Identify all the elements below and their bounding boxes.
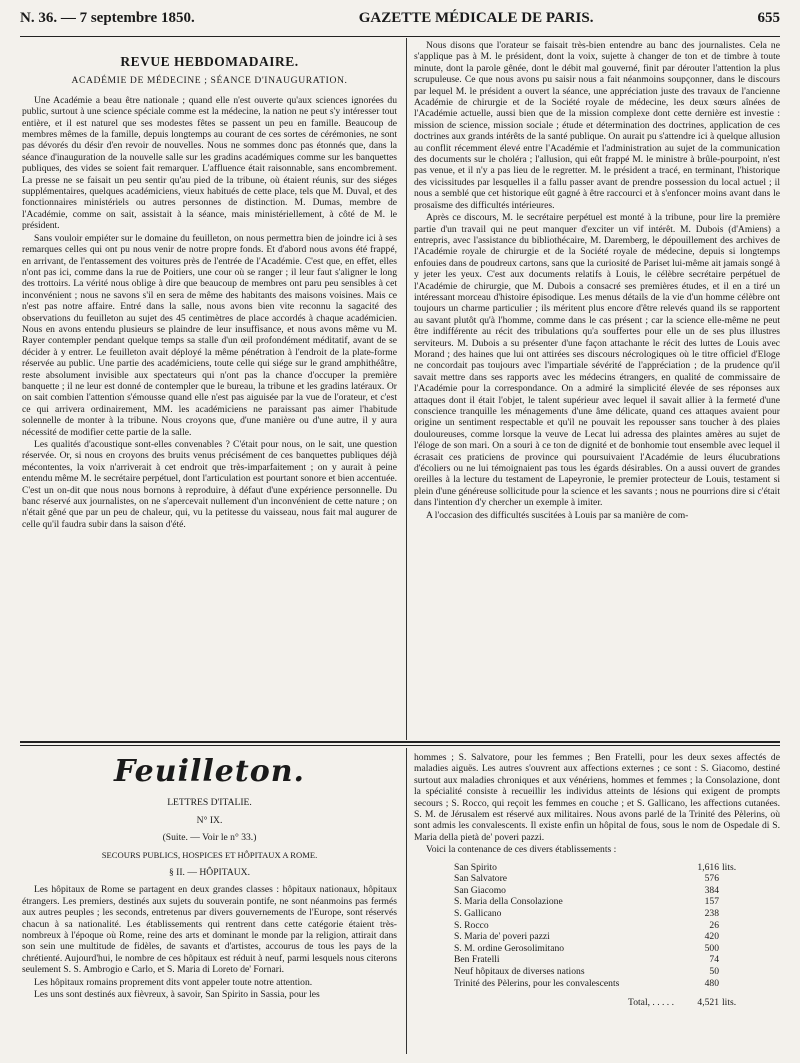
hospital-name: S. M. ordine Gerosolimitano <box>454 942 565 954</box>
bed-count: 74 <box>709 954 719 966</box>
hospital-name: San Spirito <box>454 861 497 873</box>
feuilleton-paragraph: Les hôpitaux de Rome se partagent en deux grandes classes : hôpitaux nationaux, hôpitaux étrangers. Les premiers, destinés aux sujets du souverain pontife, ne sont néanmoins pas fermés aux autres peuples ; les seconds, entretenus par divers gouvernements de l'Europe, sont réservés chacun à sa nationalité. Les établissements qui rentrent dans cette catégorie étaient très-nombreux à l'époque où Rome, reine des arts et dominant le monde par la religion, attirait dans son sein une multitude de fidèles, de savants et d'artistes, accourus de tous les pays de la chrétienté. Aujourd'hui, le nombre de ces hôpitaux est réduit à neuf, parmi lesquels nous citerons seulement S. S. Ambrogio e Carlo, et S. Maria di Loreto de' Fornari. <box>22 884 397 976</box>
article-paragraph: Après ce discours, M. le secrétaire perpétuel est monté à la tribune, pour lire la première partie d'un travail qui ne peut manquer d'exciter un vif intérêt. M. Dubois (d'Amiens) a entrepris, avec l'assistance du bibliothécaire, M. Daremberg, le dépouillement des archives de l'Académie royale de chirurgie et de la Société royale de médecine, depuis si longtemps enfouies dans de poudreux cartons, sans que la curiosité de Pariset lui-même ait jamais songé à y jeter les yeux. C'est aux documents relatifs à Louis, le célèbre secrétaire perpétuel de l'Académie de chirurgie, que M. Dubois a consacré ses premières études, et il en a tiré un intéressant morceau d'histoire épisodique. Les menus détails de la vie d'un homme célèbre ont toujours un charme particulier ; ils méritent plus encore d'être relevés quand ils se rapportent au savant plutôt qu'à l'homme, comme dans le cas présent ; car la science elle-même ne peut être indifférente au récit des tribulations qu'a souffertes pour elle un de ses plus illustres serviteurs. M. Dubois a su présenter d'une façon attachante le récit des luttes de Louis avec Morand ; des haines que lui ont attirées ses discours nécrologiques où le titre officiel d'Eloge ne concordait pas toujours avec l'impartiale sévérité de l'appréciation ; de la prudence qu'il savait mettre dans ses rapports avec les médecins étrangers, en qualité de commissaire de l'Académie pour la correspondance. On a admiré la simplicité élevée de ses réponses aux attaques dont il était l'objet, le talent supérieur avec lequel il savait allier à la fermeté d'une conscience tranquille les ménagements d'une âme délicate, quand ces attaques avaient pour origine un sentiment respectable et qu'il ne pouvait les repousser sans toucher à des plaies douloureuses, comme lorsque la veuve de Lecat lui adressa des plaintes amères au sujet de l'éloge de son mari. On a souri à ce ton de dignité et de bonhomie tout ensemble avec lequel il écrasait ces praticiens de province qui poursuivaient l'Académie de leurs élucubrations d'écoliers ou ne lui témoignaient pas tous les égards désirables. On a aussi ouvert de grandes oreilles à la lecture du testament de Lapeyronie, le premier protecteur de Louis, testament si plein d'une généreuse sollicitude pour la science et les savants ; nous ne pourrions dire si c'était dans l'intention d'y chercher un exemple à imiter. <box>414 212 780 509</box>
bed-count: 157 <box>704 896 719 908</box>
bed-unit <box>719 978 744 990</box>
bed-count: 500 <box>704 942 719 954</box>
bed-count: 238 <box>704 908 719 920</box>
bed-count: 420 <box>704 931 719 943</box>
feuilleton-rule <box>20 741 780 743</box>
hospital-name: S. Maria della Consolazione <box>454 896 563 908</box>
bed-unit <box>719 943 744 955</box>
revue-paragraph: Les qualités d'acoustique sont-elles convenables ? C'était pour nous, on le sait, une question réservée. Or, si nous en croyons des bruits venus précisément de ces banquettes publiques déjà mécontentes, la voix n'arriverait à cet endroit que très-imparfaitement ; on y aurait à peine entendu même M. le secrétaire perpétuel, dont l'articulation est pourtant sonore et bien accentuée. C'est un on-dit que nous nous bornons à reproduire, à défaut d'une expérience personnelle. Du banc réservé aux journalistes, on ne s'apercevait nullement d'un inconvénient de cette nature ; on n'était gêné que par un peu de chaleur, qui, vu la petitesse du vaisseau, nous fait mal augurer de celle qu'il faudra subir dans la saison d'été. <box>22 439 397 530</box>
feuilleton-column <box>22 752 397 1054</box>
bed-unit <box>719 896 744 908</box>
bed-count: 576 <box>704 873 719 885</box>
feuilleton-right-column <box>414 752 780 1054</box>
header-rule <box>20 36 780 37</box>
feuilleton-letters: LETTRES D'ITALIE. <box>167 797 252 809</box>
masthead <box>20 10 780 32</box>
revue-paragraph: Une Académie a beau être nationale ; quand elle n'est ouverte qu'aux sciences ignorées du public, surtout à une science spéciale comme est la médecine, la nation ne peut s'y intéresser tout entière, et il est naturel que ses modestes fêtes se passent un peu en famille. Beaucoup de membres mêmes de la famille, depuis longtemps au courant de ces sortes de cérémonies, ne sont pas dévorés du désir d'en revoir de nouvelles. Nous ne sommes donc pas étonnés que, dans la séance d'inauguration de la nouvelle salle sur les gradins académiques comme sur les banquettes publiques, des vides se soient fait remarquer. L'affluence était raisonnable, sans encombrement. La presse ne se faisait un peu sentir qu'au pied de la tribune, où étaient réunis, sur des siéges supplémentaires, quelques académiciens, vieux habitués de cette place, tels que M. Duval, et des fonctionnaires ministériels ou autres personnes de distinction. M. Dumas, membre de l'Académie, comme on sait, assistait à la séance, mais ministériellement, à côté de M. le président. <box>22 94 397 232</box>
feuilleton-section: § II. — HÔPITAUX. <box>168 867 251 879</box>
table-total-row <box>454 989 744 1009</box>
hospital-name: Ben Fratelli <box>454 954 500 966</box>
bed-unit <box>719 966 744 978</box>
table-row <box>454 931 744 943</box>
bed-unit <box>719 931 744 943</box>
revue-paragraph: Sans vouloir empiéter sur le domaine du feuilleton, on nous permettra bien de joindre ici à ses remarques celles qui ont pu nous venir de notre propre fonds. Et d'abord nous avons été frappé, en arrivant, de l'entassement des voitures près de l'entrée de l'Académie. C'est que, en effet, elles n'ont pas ici, comme dans la rue de Poitiers, une cour où se ranger ; il leur faut s'aligner le long des trottoirs. La vérité nous oblige à dire que beaucoup de membres ont paru peu sensibles à cet inconvénient ; nous ne savons s'il en sera de même des habitants des maisons voisines. Mais ce n'est pas notre affaire. Entré dans la salle, nous avons bien vite reconnu la sagacité des observations du feuilleton au sujet des 45 centimètres de place accordés à chaque académicien. Nous en avons entendu plusieurs se plaindre de leur insuffisance, et nous avons même vu M. Rayer contempler pendant quelque temps sa stalle d'un œil profondément méditatif, avant de se décider à y entrer. Le feuilleton avait déployé la même pénétration à l'endroit de la plate-forme réservée au public. Une partie des académiciens, toute celle qui siége sur le grand amphithéâtre, reste absolument invisible aux spectateurs qui n'ont pas la chance d'occuper la première banquette ; il ne leur est donné de contempler que le bureau, la tribune et les gradins latéraux. Or on sait combien l'attention s'émousse quand elle n'est pas aiguisée par la vue de l'orateur, et c'est ce qui arrivera ordinairement, MM. les académiciens ne paraissant pas aimer l'habitude solennelle de monter à la tribune. Nous croyons que, d'une manière ou d'une autre, il y aura nécessité de modifier cette partie de la salle. <box>22 232 397 438</box>
hospital-name: S. Maria de' poveri pazzi <box>454 931 550 943</box>
total-unit: lits. <box>722 997 737 1009</box>
bed-unit <box>719 885 744 897</box>
feuilleton-paragraph: Les hôpitaux romains proprement dits vont appeler toute notre attention. <box>34 976 313 988</box>
hospital-name: S. Gallicano <box>454 908 502 920</box>
issue-date: N. 36. — 7 septembre 1850. <box>20 10 195 26</box>
feuilleton-continuation: hommes ; S. Salvatore, pour les femmes ; Ben Fratelli, pour les deux sexes affectés de maladies aiguës. Les autres s'ouvrent aux affections externes ; ce sont : S. Giacomo, destiné surtout aux maladies chroniques et aux vénériens, hommes et femmes ; la Consolazione, dont la spécialité consiste à recueillir les individus atteints de lésions qui exigent de prompts secours ; S. Rocco, qui reçoit les femmes en couche ; et S. Gallicano, les affections cutanées. S. M. de Jérusalem est réservé aux militaires. Nous avons parlé de la Trinité des Pèlerins, où sont admis les convalescents. Il existe enfin un hôpital de fous, sous le nom de Ospedale di S. Maria della pietà de' poveri pazzi. <box>414 752 780 843</box>
journal-title: GAZETTE MÉDICALE DE PARIS. <box>358 10 594 26</box>
table-row <box>454 862 744 874</box>
table-row <box>454 943 744 955</box>
hospital-name: S. Rocco <box>454 919 489 931</box>
bed-count: 50 <box>709 966 719 977</box>
table-intro: Voici la contenance de ces divers établissements : <box>426 844 617 856</box>
feuilleton-title: Feuilleton. <box>114 754 305 789</box>
total-value: 4,521 <box>697 997 719 1009</box>
table-row <box>454 966 744 978</box>
feuilleton-rule-thin <box>20 745 780 746</box>
feuilleton-suite: (Suite. — Voir le n° 33.) <box>162 832 257 844</box>
article-paragraph: A l'occasion des difficultés suscitées à Louis par sa manière de com- <box>426 509 689 521</box>
revue-column <box>22 52 397 740</box>
table-row <box>454 885 744 897</box>
total-label: Total, . . . . . <box>628 997 674 1009</box>
table-row <box>454 908 744 920</box>
hospital-name: Neuf hôpitaux de diverses nations <box>454 966 585 977</box>
feuilleton-number: N° IX. <box>196 814 223 826</box>
table-row <box>454 873 744 885</box>
feuilleton-divider <box>406 748 407 1054</box>
bed-unit <box>719 954 744 966</box>
bed-unit <box>719 873 744 885</box>
bed-unit: lits. <box>722 861 737 873</box>
hospital-name: San Salvatore <box>454 873 508 885</box>
column-divider <box>406 38 407 740</box>
table-row <box>454 896 744 908</box>
hospital-capacity-table <box>454 862 744 1009</box>
feuilleton-subject: SECOURS PUBLICS, HOSPICES ET HÔPITAUX A ROME. <box>101 849 318 860</box>
table-row <box>454 978 744 990</box>
bed-count: 26 <box>709 919 719 931</box>
revue-subtitle: ACADÉMIE DE MÉDECINE ; SÉANCE D'INAUGURATION. <box>71 75 348 87</box>
right-column <box>414 40 780 740</box>
article-paragraph: Nous disons que l'orateur se faisait très-bien entendre au banc des journalistes. Cela ne s'applique pas à M. le président, dont la voix, sujette à changer de ton et de timbre à toute minute, dont la parole gênée, dont le débit mal gouverné, finit par dérouter l'attention la plus scrupuleuse. Ce que nous avons pu saisir nous a fait néanmoins soupçonner, dans le discours par lequel M. le président a ouvert la séance, une appréciation juste des travaux de l'ancienne Académie de chirurgie et de la Société royale de médecine, les deux sœurs aînées de l'Académie actuelle, aussi bien que de la mission complexe dont cette dernière est investie : mission de science, mission sociale ; étude et détermination des doctrines, application de ces doctrines aux grands intérêts de la santé publique. On aurait pu s'attendre ici à quelque allusion au conflit récemment élevé entre l'Académie et l'administration au sujet de la communication des documents sur le choléra ; l'allusion, qui eût frappé M. le ministre à brûle-pourpoint, n'est pas venue, et il n'y a pas lieu de le regretter. M. le président a tracé, en terminant, l'historique des vicissitudes par lesquelles il a fallu passer avant de prendre possession du local actuel ; il nous a semblé que cet historique eût gagné à être raccourci et à s'enfoncer moins avant dans le prosaïsme des difficultés intérieures. <box>414 40 780 211</box>
bed-unit <box>719 908 744 920</box>
feuilleton-paragraph: Les uns sont destinés aux fièvreux, à savoir, San Spirito in Sassia, pour les <box>34 989 320 1001</box>
hospital-name: San Giacomo <box>454 884 506 896</box>
revue-title: REVUE HEBDOMADAIRE. <box>120 54 299 69</box>
table-row <box>454 954 744 966</box>
bed-unit <box>719 920 744 932</box>
hospital-name: Trinité des Pèlerins, pour les convalescents <box>454 977 620 989</box>
bed-count: 480 <box>704 977 719 989</box>
page-number: 655 <box>757 10 780 26</box>
bed-count: 384 <box>704 884 719 896</box>
table-row <box>454 920 744 932</box>
bed-count: 1,616 <box>697 861 719 873</box>
